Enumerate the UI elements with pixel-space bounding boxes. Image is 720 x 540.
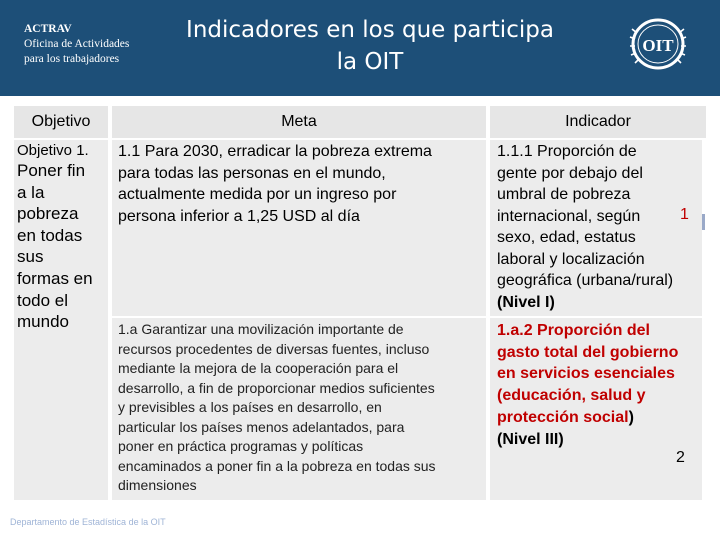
indicador-2-line: (educación, salud y [497,387,646,405]
meta-1-line: 1.1 Para 2030, erradicar la pobreza extrema [118,143,432,160]
column-header-meta: Meta [112,106,486,138]
indicador-2-line: en servicios esenciales [497,365,675,383]
indicador-1-text [497,141,673,313]
meta-2-line: 1.a Garantizar una movilización importante de [118,321,404,337]
org-acronym: ACTRAV [24,23,72,35]
indicador-1-line: geográfica (urbana/rural) [497,272,674,289]
indicador-1-line: gente por debajo del [497,164,643,182]
slide-title-line-2: la OIT [336,49,404,75]
meta-2-line: particular los países menos adelantados, para [118,418,405,435]
logo-text: OIT [642,36,674,55]
indicador-2-line: 1.a.2 Proporción del [497,322,650,339]
meta-1-text [118,141,432,227]
indicador-1-line: sexo, edad, estatus [497,229,636,246]
objetivo-line: mundo [17,312,69,332]
indicador-2-text [497,320,678,450]
column-header-indicador: Indicador [490,106,706,138]
oit-logo [626,15,690,73]
meta-1-line: persona inferior a 1,25 USD al día [118,207,360,225]
org-line-3: para los trabajadores [24,53,120,65]
meta-2-line: encaminados a poner fin a la pobreza en todas sus [118,457,436,474]
meta-2-line: recursos procedentes de diversas fuentes, incluso [118,340,430,357]
indicador-2-level: (Nivel III) [497,430,564,448]
indicador-2-line: gasto total del gobierno [497,343,679,361]
indicador-2-line-last [497,407,678,429]
org-line-2: Oficina de Actividades [24,38,130,50]
objetivo-text [17,160,93,333]
indicador-1-line: umbral de pobreza [497,186,631,203]
objetivo-line: formas en [17,268,93,288]
meta-2-text [118,320,436,496]
organization-name [24,22,129,67]
indicador-1-line: internacional, según [497,207,641,225]
slide-title-line-1: Indicadores en los que participa [186,17,554,43]
indicador-1-line: 1.1.1 Proporción de [497,143,637,160]
objetivo-line: todo el [17,290,69,310]
slide-edge-marker [702,214,705,230]
objetivo-label: Objetivo 1. [17,142,89,159]
indicador-2-number: 2 [676,449,685,466]
objetivo-line: sus [17,247,44,267]
indicador-1-number: 1 [680,206,689,223]
objetivo-line: a la [17,182,45,202]
indicador-2-line: protección social [497,408,629,426]
objetivo-line: Poner fin [17,161,86,180]
slide-title [160,14,580,78]
meta-2-line: y previsibles a los países en desarrollo, en [118,399,382,415]
footer-text: Departamento de Estadística de la OIT [10,517,166,527]
objetivo-line: en todas [17,225,83,245]
objetivo-line: pobreza [17,204,79,224]
meta-2-line: desarrollo, a fin de proporcionar medios suficientes [118,379,435,396]
header-banner [0,0,720,96]
meta-1-line: para todas las personas en el mundo, [118,164,386,182]
meta-2-line: poner en práctica programas y políticas [118,438,364,454]
indicador-1-level: (Nivel I) [497,293,555,311]
indicador-2-close-paren: ) [628,408,634,426]
meta-2-line: mediante la mejora de la cooperación para el [118,360,399,376]
column-header-objetivo: Objetivo [14,106,108,138]
meta-2-line: dimensiones [118,477,197,493]
indicador-1-line: laboral y localización [497,250,645,268]
meta-1-line: actualmente medida por un ingreso por [118,186,397,203]
